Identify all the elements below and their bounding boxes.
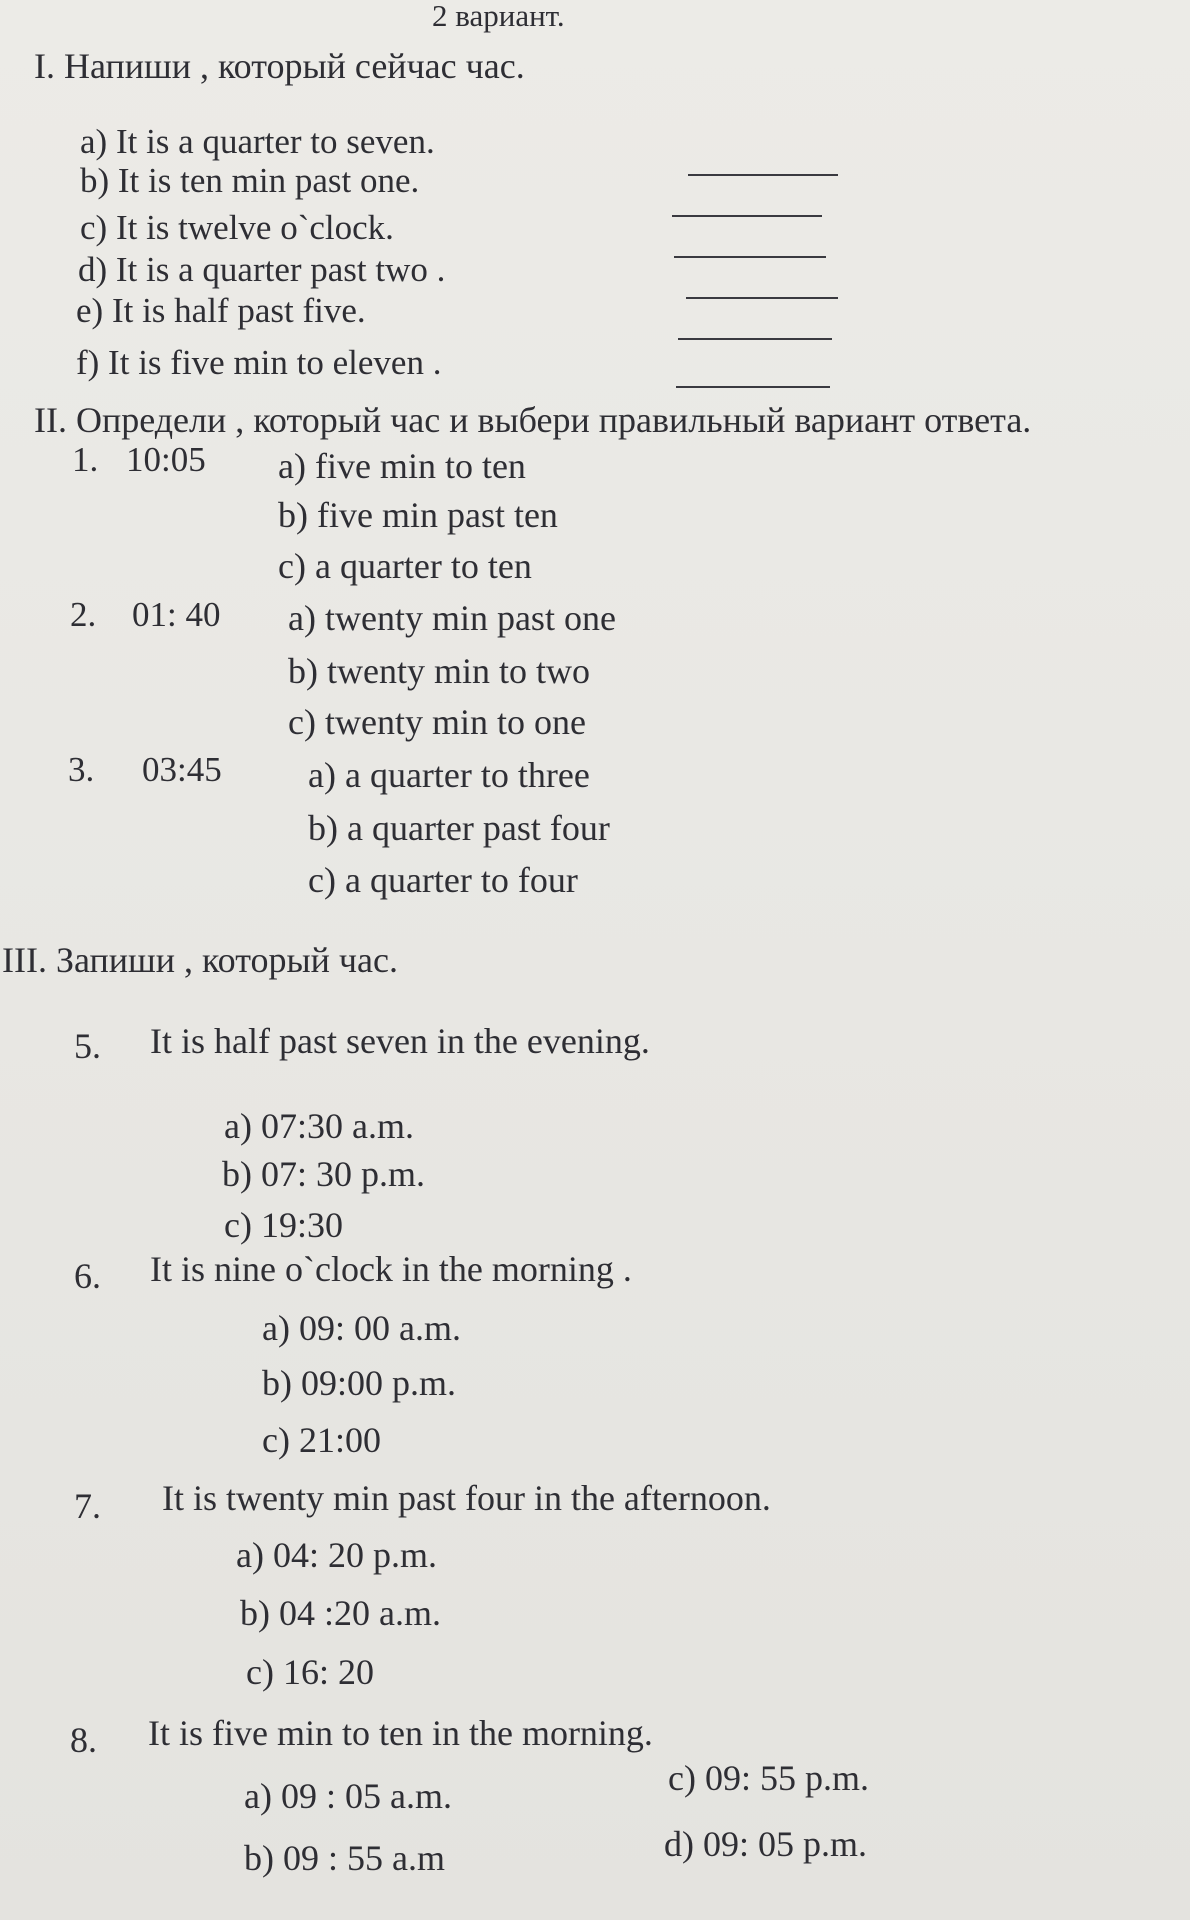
- question-5-option-a[interactable]: a) 07:30 a.m.: [224, 1106, 414, 1146]
- question-6-option-a[interactable]: a) 09: 00 a.m.: [262, 1308, 461, 1348]
- question-8-number: 8.: [70, 1720, 97, 1760]
- section-1-heading: I. Напиши , который сейчас час.: [34, 46, 525, 86]
- question-1-number: 1.: [72, 440, 99, 479]
- answer-blank-f[interactable]: [676, 386, 830, 388]
- section-1-item-e: e) It is half past five.: [76, 291, 366, 330]
- question-2-time: 01: 40: [132, 595, 221, 634]
- question-5-option-c[interactable]: c) 19:30: [224, 1205, 343, 1245]
- question-5-number: 5.: [74, 1026, 101, 1066]
- question-7-option-c[interactable]: c) 16: 20: [246, 1652, 374, 1692]
- question-3-time: 03:45: [142, 750, 222, 789]
- answer-blank-b[interactable]: [672, 215, 822, 217]
- question-8-option-b[interactable]: b) 09 : 55 a.m: [244, 1838, 445, 1878]
- question-2-option-a[interactable]: a) twenty min past one: [288, 598, 616, 638]
- question-7-text: It is twenty min past four in the afternoon.: [162, 1478, 771, 1518]
- question-8-option-d[interactable]: d) 09: 05 p.m.: [664, 1824, 867, 1864]
- question-8-option-a[interactable]: a) 09 : 05 a.m.: [244, 1776, 452, 1816]
- question-1-time: 10:05: [126, 440, 206, 479]
- section-2-heading: II. Определи , который час и выбери правильный вариант ответа.: [34, 400, 1032, 440]
- question-3-option-c[interactable]: c) a quarter to four: [308, 860, 578, 900]
- answer-blank-c[interactable]: [674, 256, 826, 258]
- question-6-option-c[interactable]: c) 21:00: [262, 1420, 381, 1460]
- question-1-option-c[interactable]: c) a quarter to ten: [278, 546, 532, 586]
- question-3-option-b[interactable]: b) a quarter past four: [308, 808, 610, 848]
- answer-blank-e[interactable]: [678, 338, 832, 340]
- question-3-number: 3.: [68, 750, 95, 789]
- question-8-option-c[interactable]: c) 09: 55 p.m.: [668, 1758, 869, 1798]
- page-title: 2 вариант.: [432, 0, 565, 33]
- question-7-number: 7.: [74, 1486, 101, 1526]
- question-6-text: It is nine o`clock in the morning .: [150, 1249, 632, 1289]
- section-1-item-d: d) It is a quarter past two .: [78, 250, 446, 289]
- question-7-option-b[interactable]: b) 04 :20 a.m.: [240, 1593, 441, 1633]
- answer-blank-a[interactable]: [688, 174, 838, 176]
- section-3-heading: III. Запиши , который час.: [2, 940, 398, 980]
- question-3-option-a[interactable]: a) a quarter to three: [308, 755, 590, 795]
- section-1-item-f: f) It is five min to eleven .: [76, 343, 442, 382]
- question-5-option-b[interactable]: b) 07: 30 p.m.: [222, 1154, 425, 1194]
- section-1-item-a: a) It is a quarter to seven.: [80, 122, 435, 161]
- question-6-option-b[interactable]: b) 09:00 p.m.: [262, 1363, 456, 1403]
- question-8-text: It is five min to ten in the morning.: [148, 1713, 653, 1753]
- answer-blank-d[interactable]: [686, 297, 838, 299]
- question-5-text: It is half past seven in the evening.: [150, 1021, 650, 1061]
- question-2-option-c[interactable]: c) twenty min to one: [288, 702, 586, 742]
- question-1-option-a[interactable]: a) five min to ten: [278, 446, 526, 486]
- question-2-option-b[interactable]: b) twenty min to two: [288, 651, 590, 691]
- question-1-option-b[interactable]: b) five min past ten: [278, 495, 558, 535]
- question-2-number: 2.: [70, 595, 97, 634]
- question-6-number: 6.: [74, 1256, 101, 1296]
- section-1-item-b: b) It is ten min past one.: [80, 161, 420, 200]
- section-1-item-c: c) It is twelve o`clock.: [80, 208, 394, 247]
- question-7-option-a[interactable]: a) 04: 20 p.m.: [236, 1535, 437, 1575]
